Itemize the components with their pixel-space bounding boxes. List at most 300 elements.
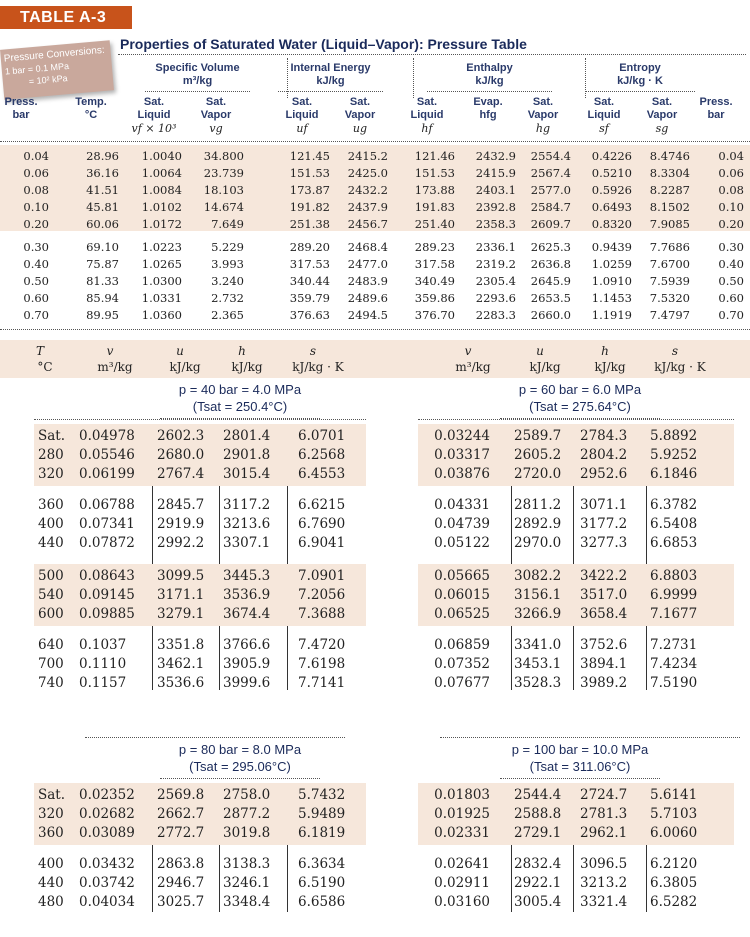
column-symbol: h: [601, 344, 609, 358]
column-symbol: v: [464, 344, 472, 358]
table-cell: 0.02331: [434, 825, 490, 841]
header-rule: [0, 141, 750, 142]
table-cell: 0.4226: [591, 149, 632, 163]
table-cell: 2892.9: [514, 516, 562, 532]
table-cell: 3279.1: [157, 606, 205, 622]
table-cell: 2609.7: [530, 217, 571, 231]
table-cell: 640: [38, 637, 64, 653]
group-header: Internal Energy: [290, 62, 371, 74]
table-cell: 0.60: [718, 291, 744, 305]
table-cell: 320: [38, 806, 64, 822]
table-cell: 2724.7: [580, 787, 628, 803]
column-symbol: v: [106, 344, 114, 358]
column-header: vf × 10³: [131, 122, 177, 135]
table-cell: 3348.4: [223, 894, 271, 910]
column-header: bar: [707, 109, 725, 121]
table-cell: 0.06015: [434, 587, 490, 603]
table-cell: 0.20: [718, 217, 744, 231]
table-cell: 1.0040: [141, 149, 182, 163]
table-cell: 0.50: [23, 274, 49, 288]
table-cell: 69.10: [86, 240, 119, 254]
table-cell: 2804.2: [580, 447, 628, 463]
table-cell: 3246.1: [223, 875, 271, 891]
table-cell: 0.07872: [79, 535, 135, 551]
table-cell: 0.10: [718, 200, 744, 214]
table-cell: 2415.2: [347, 149, 388, 163]
tsat-label: (Tsat = 275.64°C): [529, 399, 631, 414]
table-cell: 0.10: [23, 200, 49, 214]
table-cell: 7.4234: [650, 656, 698, 672]
table-cell: 8.4746: [649, 149, 690, 163]
table-cell: 7.6198: [298, 656, 346, 672]
table-cell: 3462.1: [157, 656, 205, 672]
table-tag: TABLE A-3: [0, 6, 132, 29]
table-cell: 2863.8: [157, 856, 205, 872]
table-cell: 0.30: [718, 240, 744, 254]
table-cell: 2432.2: [347, 183, 388, 197]
table-cell: 2489.6: [347, 291, 388, 305]
column-header: bar: [12, 109, 30, 121]
table-cell: 2584.7: [530, 200, 571, 214]
table-cell: 7.3688: [298, 606, 346, 622]
block-rule: [0, 329, 750, 330]
table-cell: 1.0259: [591, 257, 632, 271]
table-cell: 2588.8: [514, 806, 562, 822]
group-separator: [585, 58, 586, 98]
column-header: uf: [296, 122, 308, 135]
table-cell: 6.1819: [298, 825, 346, 841]
table-cell: 2729.1: [514, 825, 562, 841]
table-cell: 191.83: [414, 200, 455, 214]
column-header: Press.: [699, 96, 733, 108]
table-cell: 2877.2: [223, 806, 271, 822]
table-cell: 1.0360: [141, 308, 182, 322]
column-header: Vapor: [200, 109, 232, 121]
table-cell: 5.7103: [650, 806, 698, 822]
table-cell: 18.103: [203, 183, 244, 197]
table-cell: 173.88: [414, 183, 455, 197]
table-cell: 2392.8: [475, 200, 516, 214]
table-cell: 1.1919: [591, 308, 632, 322]
table-cell: 400: [38, 856, 64, 872]
table-cell: 0.05546: [79, 447, 135, 463]
table-cell: 2437.9: [347, 200, 388, 214]
table-cell: 5.229: [211, 240, 244, 254]
group-rule: [145, 91, 250, 92]
table-cell: 0.01803: [434, 787, 490, 803]
table-cell: 6.8803: [650, 568, 698, 584]
table-cell: 2901.8: [223, 447, 271, 463]
table-cell: 2962.1: [580, 825, 628, 841]
table-cell: 2922.1: [514, 875, 562, 891]
table-cell: 6.6853: [650, 535, 698, 551]
column-unit: kJ/kg: [231, 360, 263, 374]
table-cell: 7.5190: [650, 675, 698, 691]
tsat-label: (Tsat = 311.06°C): [529, 759, 631, 774]
column-unit: m³/kg: [97, 360, 133, 374]
column-header: hfg: [479, 109, 497, 121]
column-symbol: u: [536, 344, 544, 358]
table-cell: 3138.3: [223, 856, 271, 872]
table-cell: 2554.4: [530, 149, 571, 163]
table-cell: 6.6215: [298, 497, 346, 513]
pressure-title: p = 60 bar = 6.0 MPa: [518, 382, 642, 397]
table-cell: 1.0331: [141, 291, 182, 305]
table-cell: 2660.0: [530, 308, 571, 322]
group-unit: kJ/kg: [475, 75, 504, 87]
table-cell: 7.6700: [649, 257, 690, 271]
table-cell: 6.9999: [650, 587, 698, 603]
table-cell: 3536.9: [223, 587, 271, 603]
table-cell: 5.8892: [650, 428, 698, 444]
table-cell: 2283.3: [475, 308, 516, 322]
table-cell: 7.649: [211, 217, 244, 231]
table-cell: 14.674: [203, 200, 244, 214]
table-cell: 0.04331: [434, 497, 490, 513]
table-cell: 540: [38, 587, 64, 603]
column-header: Sat.: [532, 96, 554, 108]
column-symbol: s: [309, 344, 317, 358]
table-cell: 3999.6: [223, 675, 271, 691]
table-cell: 3422.2: [580, 568, 628, 584]
table-cell: 289.20: [289, 240, 330, 254]
column-header: Press.: [4, 96, 38, 108]
table-cell: 2811.2: [514, 497, 562, 513]
table-cell: 0.9439: [591, 240, 632, 254]
table-cell: 0.03876: [434, 466, 490, 482]
table-cell: 0.1037: [79, 637, 127, 653]
column-header: Vapor: [646, 109, 678, 121]
table-cell: 2653.5: [530, 291, 571, 305]
table-cell: 0.04739: [434, 516, 490, 532]
table-cell: 2358.3: [475, 217, 516, 231]
table-cell: 1.1453: [591, 291, 632, 305]
table-cell: 2636.8: [530, 257, 571, 271]
table-cell: 3445.3: [223, 568, 271, 584]
column-header: vg: [209, 122, 223, 135]
table-cell: 1.0084: [141, 183, 182, 197]
table-cell: 0.01925: [434, 806, 490, 822]
table-cell: 2781.3: [580, 806, 628, 822]
table-cell: 1.0064: [141, 166, 182, 180]
table-cell: 7.2731: [650, 637, 698, 653]
table-cell: 0.03244: [434, 428, 490, 444]
table-cell: 3307.1: [223, 535, 271, 551]
table-cell: 3177.2: [580, 516, 628, 532]
table-cell: 376.70: [414, 308, 455, 322]
table-cell: 6.5408: [650, 516, 698, 532]
table-cell: 2483.9: [347, 274, 388, 288]
table-cell: 7.2056: [298, 587, 346, 603]
table-cell: 2801.4: [223, 428, 271, 444]
table-cell: 7.4720: [298, 637, 346, 653]
table-cell: 320: [38, 466, 64, 482]
table-cell: 3528.3: [514, 675, 562, 691]
table-cell: 376.63: [289, 308, 330, 322]
table-cell: 3096.5: [580, 856, 628, 872]
table-cell: 3213.6: [223, 516, 271, 532]
table-cell: 151.53: [289, 166, 330, 180]
table-cell: 28.96: [86, 149, 119, 163]
column-header: Sat.: [593, 96, 615, 108]
table-cell: 0.07352: [434, 656, 490, 672]
group-rule: [585, 91, 695, 92]
table-cell: 0.03432: [79, 856, 135, 872]
column-unit: kJ/kg: [169, 360, 201, 374]
table-cell: 7.0901: [298, 568, 346, 584]
table-title: Properties of Saturated Water (Liquid–Vapor): Pressure Table: [120, 36, 527, 52]
table-cell: 3905.9: [223, 656, 271, 672]
table-cell: 2305.4: [475, 274, 516, 288]
table-cell: 2477.0: [347, 257, 388, 271]
table-cell: 6.0701: [298, 428, 346, 444]
table-cell: 3766.6: [223, 637, 271, 653]
table-cell: 0.04: [23, 149, 49, 163]
pressure-title: p = 80 bar = 8.0 MPa: [178, 742, 302, 757]
table-cell: 360: [38, 497, 64, 513]
table-cell: 0.03317: [434, 447, 490, 463]
table-cell: 7.9085: [649, 217, 690, 231]
pressure-conversions-note: [0, 40, 114, 99]
table-cell: 3.240: [211, 274, 244, 288]
table-cell: 2.365: [211, 308, 244, 322]
table-cell: 0.8320: [591, 217, 632, 231]
column-header: Sat.: [349, 96, 371, 108]
table-cell: 3674.4: [223, 606, 271, 622]
table-cell: 3213.2: [580, 875, 628, 891]
section-rule: [85, 737, 345, 738]
column-header: Liquid: [137, 109, 171, 121]
table-cell: 2468.4: [347, 240, 388, 254]
table-cell: 5.9252: [650, 447, 698, 463]
title-rule: [160, 778, 320, 779]
column-unit: kJ/kg: [529, 360, 561, 374]
column-symbol: s: [671, 344, 679, 358]
table-cell: 3025.7: [157, 894, 205, 910]
table-cell: 3117.2: [223, 497, 271, 513]
table-cell: 45.81: [86, 200, 119, 214]
table-cell: Sat.: [38, 428, 66, 444]
table-cell: 75.87: [86, 257, 119, 271]
table-cell: 480: [38, 894, 64, 910]
table-cell: 2919.9: [157, 516, 205, 532]
table-cell: 0.09145: [79, 587, 135, 603]
table-cell: 0.06: [718, 166, 744, 180]
column-header: sf: [599, 122, 609, 135]
table-cell: 3015.4: [223, 466, 271, 482]
group-separator: [287, 58, 288, 98]
table-cell: 8.1502: [649, 200, 690, 214]
column-symbol: u: [176, 344, 184, 358]
table-cell: 3071.1: [580, 497, 628, 513]
table-cell: 2319.2: [475, 257, 516, 271]
table-cell: 3989.2: [580, 675, 628, 691]
section-rule: [440, 737, 740, 738]
table-cell: 2605.2: [514, 447, 562, 463]
table-cell: 0.04978: [79, 428, 135, 444]
table-cell: 0.70: [718, 308, 744, 322]
table-cell: 6.2120: [650, 856, 698, 872]
table-cell: 0.03742: [79, 875, 135, 891]
column-header: Liquid: [587, 109, 621, 121]
table-cell: 251.40: [414, 217, 455, 231]
column-header: Temp.: [75, 96, 107, 108]
table-cell: 3082.2: [514, 568, 562, 584]
table-cell: 2645.9: [530, 274, 571, 288]
table-cell: 60.06: [86, 217, 119, 231]
table-cell: 0.05665: [434, 568, 490, 584]
table-cell: 0.1157: [79, 675, 127, 691]
table-cell: 6.4553: [298, 466, 346, 482]
table-cell: 317.58: [414, 257, 455, 271]
table-cell: 7.1677: [650, 606, 698, 622]
table-cell: 0.07341: [79, 516, 135, 532]
table-cell: 0.02682: [79, 806, 135, 822]
table-cell: 0.70: [23, 308, 49, 322]
table-cell: 6.9041: [298, 535, 346, 551]
group-rule: [427, 91, 552, 92]
column-unit: °C: [37, 360, 53, 374]
table-cell: 1.0300: [141, 274, 182, 288]
table-cell: 3005.4: [514, 894, 562, 910]
table-cell: 3099.5: [157, 568, 205, 584]
table-cell: 6.5190: [298, 875, 346, 891]
table-cell: 7.4797: [649, 308, 690, 322]
group-header: Specific Volume: [155, 62, 240, 74]
table-cell: 1.0223: [141, 240, 182, 254]
tsat-label: (Tsat = 295.06°C): [189, 759, 291, 774]
table-cell: 400: [38, 516, 64, 532]
table-cell: 151.53: [414, 166, 455, 180]
table-cell: 2415.9: [475, 166, 516, 180]
table-cell: 2784.3: [580, 428, 628, 444]
table-cell: 2720.0: [514, 466, 562, 482]
column-header: Liquid: [285, 109, 319, 121]
column-symbol: h: [238, 344, 246, 358]
section-rule: [34, 419, 366, 420]
table-cell: 6.1846: [650, 466, 698, 482]
table-cell: 2970.0: [514, 535, 562, 551]
table-cell: 280: [38, 447, 64, 463]
table-cell: 0.05122: [434, 535, 490, 551]
table-cell: 7.7141: [298, 675, 346, 691]
table-cell: 0.02641: [434, 856, 490, 872]
group-header: Enthalpy: [466, 62, 513, 74]
table-cell: 3341.0: [514, 637, 562, 653]
table-cell: 0.06525: [434, 606, 490, 622]
table-cell: 1.0265: [141, 257, 182, 271]
table-cell: 0.6493: [591, 200, 632, 214]
table-cell: 0.02911: [434, 875, 490, 891]
table-cell: 0.04: [718, 149, 744, 163]
table-cell: 2293.6: [475, 291, 516, 305]
table-cell: 1.0172: [141, 217, 182, 231]
table-cell: 5.6141: [650, 787, 698, 803]
table-cell: 1.0102: [141, 200, 182, 214]
table-cell: 41.51: [86, 183, 119, 197]
table-cell: 2662.7: [157, 806, 205, 822]
table-cell: 359.86: [414, 291, 455, 305]
column-symbol: T: [35, 344, 44, 358]
table-cell: 2589.7: [514, 428, 562, 444]
table-cell: 2832.4: [514, 856, 562, 872]
table-cell: 0.40: [23, 257, 49, 271]
column-header: Sat.: [651, 96, 673, 108]
table-cell: 0.5210: [591, 166, 632, 180]
column-header: Evap.: [473, 96, 503, 108]
section-rule: [418, 419, 734, 420]
column-unit: kJ/kg · K: [292, 360, 344, 374]
table-cell: 6.7690: [298, 516, 346, 532]
column-header: °C: [84, 109, 98, 121]
table-cell: 2952.6: [580, 466, 628, 482]
column-unit: kJ/kg · K: [654, 360, 706, 374]
table-cell: 2456.7: [347, 217, 388, 231]
table-cell: 6.2568: [298, 447, 346, 463]
table-cell: 191.82: [289, 200, 330, 214]
table-cell: 0.09885: [79, 606, 135, 622]
table-cell: 340.49: [414, 274, 455, 288]
table-cell: 2758.0: [223, 787, 271, 803]
table-cell: 0.07677: [434, 675, 490, 691]
table-cell: 2494.5: [347, 308, 388, 322]
table-cell: 3894.1: [580, 656, 628, 672]
table-cell: 8.3304: [649, 166, 690, 180]
table-cell: 2992.2: [157, 535, 205, 551]
column-header: Sat.: [291, 96, 313, 108]
table-cell: 340.44: [289, 274, 330, 288]
table-cell: 2544.4: [514, 787, 562, 803]
table-cell: 23.739: [203, 166, 244, 180]
table-cell: 0.06199: [79, 466, 135, 482]
column-header: Vapor: [344, 109, 376, 121]
table-cell: 289.23: [414, 240, 455, 254]
table-cell: 3752.6: [580, 637, 628, 653]
column-header: Liquid: [410, 109, 444, 121]
table-cell: Sat.: [38, 787, 66, 803]
table-cell: 0.06: [23, 166, 49, 180]
table-cell: 0.08643: [79, 568, 135, 584]
table-cell: 2403.1: [475, 183, 516, 197]
group-header: Entropy: [619, 62, 661, 74]
column-header: Vapor: [527, 109, 559, 121]
table-cell: 0.1110: [79, 656, 127, 672]
table-cell: 440: [38, 535, 64, 551]
table-cell: 0.5926: [591, 183, 632, 197]
group-separator: [413, 58, 414, 98]
table-cell: 121.46: [414, 149, 455, 163]
table-cell: 0.50: [718, 274, 744, 288]
title-rule: [118, 54, 746, 55]
table-cell: 440: [38, 875, 64, 891]
table-cell: 600: [38, 606, 64, 622]
column-header: hg: [535, 122, 551, 135]
table-cell: 0.03160: [434, 894, 490, 910]
table-cell: 317.53: [289, 257, 330, 271]
table-cell: 2336.1: [475, 240, 516, 254]
table-cell: 3277.3: [580, 535, 628, 551]
conversions-line1: 1 bar = 0.1 MPa: [4, 60, 70, 77]
table-cell: 3171.1: [157, 587, 205, 603]
table-cell: 2567.4: [530, 166, 571, 180]
pressure-title: p = 40 bar = 4.0 MPa: [178, 382, 302, 397]
table-cell: 2625.3: [530, 240, 571, 254]
table-cell: 6.3805: [650, 875, 698, 891]
table-cell: 34.800: [203, 149, 244, 163]
table-cell: 3156.1: [514, 587, 562, 603]
table-cell: 2602.3: [157, 428, 205, 444]
table-cell: 0.08: [718, 183, 744, 197]
